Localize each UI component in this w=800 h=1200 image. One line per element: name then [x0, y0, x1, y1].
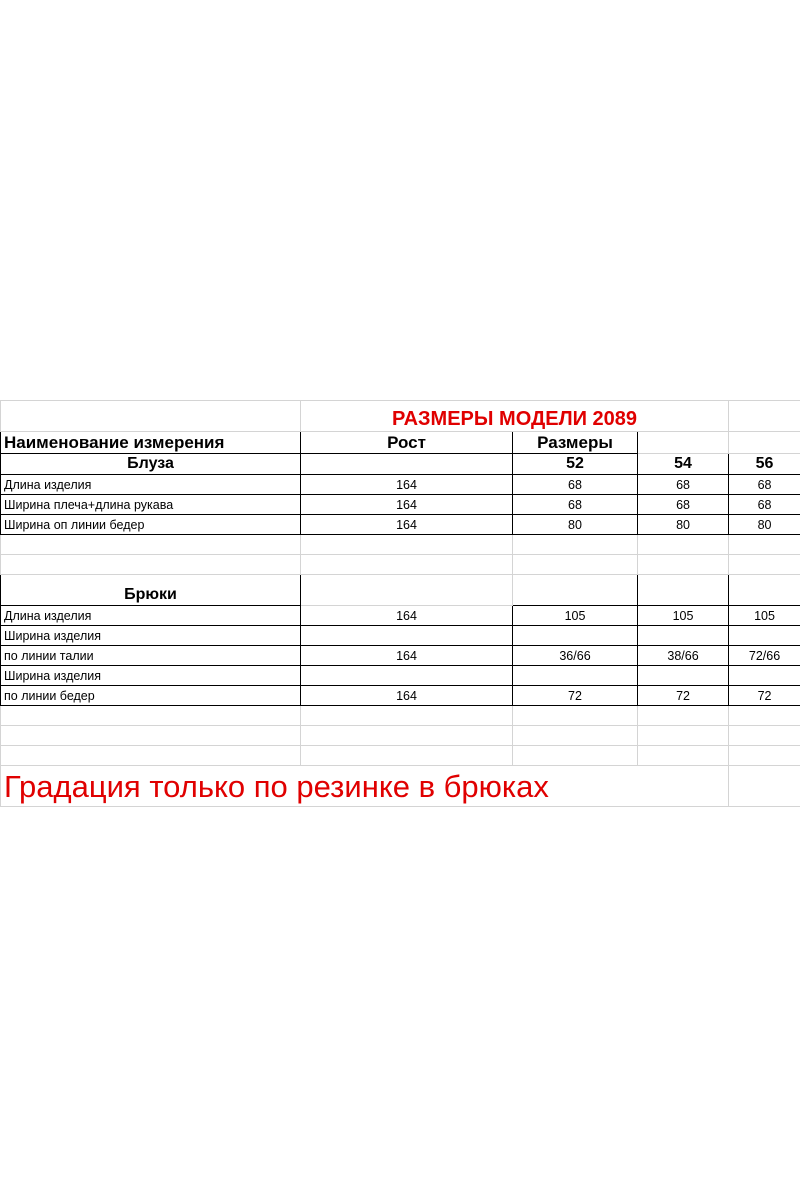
row-value: 68 — [638, 475, 729, 495]
row-value: 68 — [638, 495, 729, 515]
row-value — [729, 626, 800, 646]
row-value: 72/66 — [729, 646, 800, 666]
row-label: Ширина изделия — [1, 666, 301, 686]
row-label: Длина изделия — [1, 606, 301, 626]
table-row — [1, 606, 800, 626]
row-value: 68 — [513, 495, 638, 515]
row-label: Длина изделия — [1, 475, 301, 495]
grading-note: Градация только по резинке в брюках — [1, 766, 729, 807]
row-value: 68 — [729, 495, 800, 515]
size-52: 52 — [513, 454, 638, 475]
table-row — [1, 515, 800, 535]
row-value: 80 — [638, 515, 729, 535]
row-value: 105 — [638, 606, 729, 626]
size-54: 54 — [638, 454, 729, 475]
header-sizes: Размеры — [513, 432, 638, 454]
row-value: 72 — [729, 686, 800, 706]
row-label: Ширина оп линии бедер — [1, 515, 301, 535]
row-value — [513, 666, 638, 686]
header-name: Наименование измерения — [1, 432, 301, 454]
row-value: 105 — [729, 606, 800, 626]
row-value — [729, 666, 800, 686]
row-label: по линии талии — [1, 646, 301, 666]
row-value: 36/66 — [513, 646, 638, 666]
row-value: 38/66 — [638, 646, 729, 666]
row-value: 105 — [513, 606, 638, 626]
row-height: 164 — [301, 646, 513, 666]
row-value — [638, 666, 729, 686]
row-value: 72 — [513, 686, 638, 706]
row-value: 68 — [729, 475, 800, 495]
section-blouse: Блуза — [1, 454, 301, 475]
page-title: РАЗМЕРЫ МОДЕЛИ 2089 — [301, 401, 729, 432]
row-value: 80 — [729, 515, 800, 535]
row-height: 164 — [301, 495, 513, 515]
section-trousers: Брюки — [1, 575, 301, 606]
row-value: 72 — [638, 686, 729, 706]
table-row — [1, 686, 800, 706]
size-table — [0, 400, 800, 807]
size-chart-sheet — [0, 400, 800, 804]
row-value — [638, 626, 729, 646]
table-row — [1, 495, 800, 515]
row-value: 80 — [513, 515, 638, 535]
table-row — [1, 646, 800, 666]
row-height — [301, 666, 513, 686]
table-row — [1, 626, 800, 646]
table-row — [1, 475, 800, 495]
size-56: 56 — [729, 454, 800, 475]
row-height: 164 — [301, 515, 513, 535]
row-height: 164 — [301, 686, 513, 706]
row-height — [301, 626, 513, 646]
row-value: 68 — [513, 475, 638, 495]
table-row — [1, 666, 800, 686]
row-label: Ширина изделия — [1, 626, 301, 646]
row-label: по линии бедер — [1, 686, 301, 706]
row-value — [513, 626, 638, 646]
header-height: Рост — [301, 432, 513, 454]
row-label: Ширина плеча+длина рукава — [1, 495, 301, 515]
row-height: 164 — [301, 606, 513, 626]
row-height: 164 — [301, 475, 513, 495]
